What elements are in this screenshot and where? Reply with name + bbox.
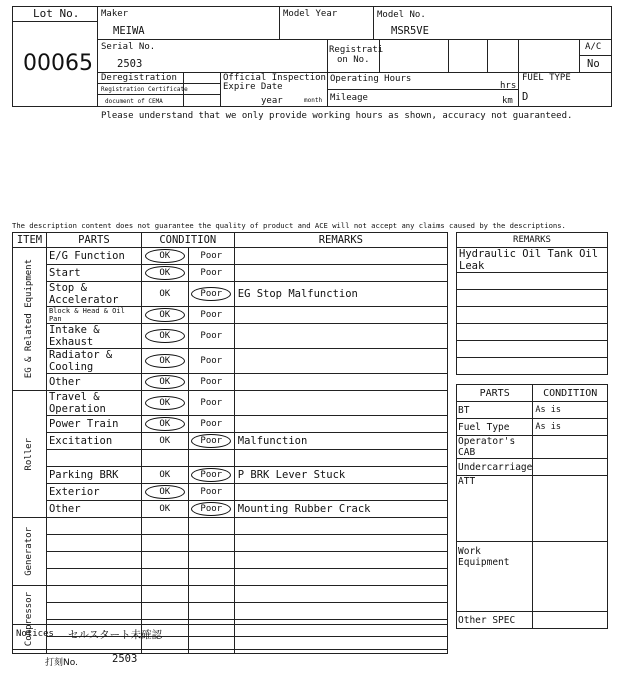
part-name [46,603,141,620]
table-row [13,586,448,603]
remarks-cell [457,307,608,324]
notices-box [12,624,448,650]
remarks-row [457,358,608,375]
condition-ok-cell[interactable] [141,248,188,265]
ac-label: A/C [585,42,602,52]
ok-option-selected: OK [145,249,185,263]
condition-ok-cell[interactable] [141,501,188,518]
registration-certificate-label: Registration Certificate [101,86,188,93]
condition-ok-cell[interactable] [141,374,188,391]
poor-option: Poor [200,377,223,387]
remark-cell [234,349,447,374]
parts-condition [533,612,608,629]
part-name: Other [46,501,141,518]
remarks-row [457,273,608,290]
remark-cell [234,603,447,620]
ok-option-selected: OK [145,375,185,389]
poor-option: Poor [200,398,223,408]
poor-option: Poor [200,251,223,261]
poor-option: Poor [200,331,223,341]
table-row [13,374,448,391]
col-item-header: ITEM [13,233,47,248]
part-name [46,518,141,535]
model-year-label: Model Year [283,9,338,19]
parts-row [457,612,608,629]
table-row [13,450,448,467]
lot-no-label: Lot No. [33,7,80,20]
condition-poor-cell[interactable] [188,586,234,603]
deregistration-label: Deregistration [101,73,177,83]
table-row [13,416,448,433]
remarks-header: REMARKS [457,233,608,248]
poor-option-selected: Poor [191,434,231,448]
table-row [13,265,448,282]
ok-option-selected: OK [145,308,185,322]
remark-cell [234,265,447,282]
table-row [13,569,448,586]
part-name: Excitation [46,433,141,450]
part-name: Stop & Accelerator [46,282,141,307]
inspection-label-1: Official Inspection [223,73,326,83]
col-parts-header: PARTS [46,233,141,248]
table-row [13,552,448,569]
parts-condition [533,459,608,476]
parts-row [457,476,608,542]
remark-cell [234,518,447,535]
poor-option-selected: Poor [191,287,231,301]
condition-poor-cell[interactable] [188,603,234,620]
table-row [13,433,448,450]
condition-poor-cell[interactable] [188,433,234,450]
parts-name: Undercarriage [457,459,533,476]
table-row [13,324,448,349]
parts-row [457,542,608,612]
serial-no-label: Serial No. [101,42,156,52]
ok-option-selected: OK [145,329,185,343]
remark-cell: P BRK Lever Stuck [234,467,447,484]
condition-poor-cell[interactable] [188,416,234,433]
item-group-label: Generator [24,527,35,576]
part-name [46,535,141,552]
condition-poor-cell[interactable] [188,569,234,586]
condition-poor-cell[interactable] [188,374,234,391]
condition-ok-cell[interactable] [141,307,188,324]
remarks-row [457,307,608,324]
parts-name: Other SPEC [457,612,533,629]
registration-label-2: on No. [337,55,370,65]
remarks-row [457,341,608,358]
parts-condition [533,436,608,459]
condition-poor-cell[interactable] [188,450,234,467]
parts-condition: As is [533,419,608,436]
remark-cell: EG Stop Malfunction [234,282,447,307]
remark-cell [234,416,447,433]
notices-label: Notices [16,629,54,639]
poor-option: Poor [200,310,223,320]
condition-ok-cell[interactable] [141,467,188,484]
parts-name: Operator's CAB [457,436,533,459]
table-row [13,349,448,374]
remark-cell [234,552,447,569]
ok-option-selected: OK [145,266,185,280]
serial-no-value: 2503 [117,58,143,70]
condition-ok-cell[interactable] [141,450,188,467]
part-name: Start [46,265,141,282]
notices-text: セルスタート未確認 [68,629,163,641]
ac-value: No [587,58,600,70]
model-no-label: Model No. [377,10,426,20]
condition-table [12,232,448,654]
condition-ok-cell[interactable] [141,324,188,349]
hrs-label: hrs [500,81,517,91]
parts-condition [533,542,608,612]
table-row [13,307,448,324]
remark-cell [234,324,447,349]
remarks-row [457,324,608,341]
part-name [46,569,141,586]
part-name [46,586,141,603]
year-label: year [261,96,283,106]
poor-option: Poor [200,419,223,429]
remark-cell [234,374,447,391]
remarks-cell: Hydraulic Oil Tank Oil Leak [457,248,608,273]
parts-name: Fuel Type [457,419,533,436]
parts-condition [533,476,608,542]
poor-option: Poor [200,356,223,366]
condition-ok-cell[interactable] [141,416,188,433]
condition-ok-cell[interactable] [141,603,188,620]
remarks-table [456,232,608,375]
fuel-type-value: D [522,91,529,103]
ok-option-selected: OK [145,354,185,368]
month-label: month [304,97,323,104]
remark-cell [234,391,447,416]
ok-option-selected: OK [145,396,185,410]
item-group-cell [13,248,47,391]
condition-poor-cell[interactable] [188,324,234,349]
remark-cell [234,586,447,603]
table-row [13,518,448,535]
remarks-row [457,290,608,307]
part-name: Parking BRK [46,467,141,484]
ok-option-selected: OK [145,485,185,499]
part-name: Power Train [46,416,141,433]
disclaimer: The description content does not guarantee the quality of product and ACE will not accept any claims caused by the descriptions. [12,221,566,230]
ok-option: OK [159,504,171,514]
col-remarks-header: REMARKS [234,233,447,248]
part-name: Intake & Exhaust [46,324,141,349]
remark-cell [234,535,447,552]
condition-poor-cell[interactable] [188,349,234,374]
condition-poor-cell[interactable] [188,518,234,535]
part-name [46,450,141,467]
document-cema-label: document of CEMA [105,98,163,105]
mileage-label: Mileage [330,93,368,103]
parts-name: BT [457,402,533,419]
parts-condition: As is [533,402,608,419]
item-group-label: Compressor [24,592,35,647]
poor-option: Poor [200,268,223,278]
table-row [13,282,448,307]
table-row [13,603,448,620]
item-group-label: EG & Related Equipment [24,259,35,379]
poor-option-selected: Poor [191,502,231,516]
parts-col-header: PARTS [457,385,533,402]
part-name [46,552,141,569]
parts-row [457,419,608,436]
parts-row [457,459,608,476]
condition-poor-cell[interactable] [188,467,234,484]
registration-label-1: Registrati [329,45,384,55]
condition-ok-cell[interactable] [141,484,188,501]
table-row [13,391,448,416]
condition-table-header [13,233,448,248]
stamp-label: 打刻No. [45,658,78,668]
condition-col-header: CONDITION [533,385,608,402]
hours-notice: Please understand that we only provide working hours as shown, accuracy not guaranteed. [101,111,573,121]
ok-option: OK [159,436,171,446]
condition-poor-cell[interactable] [188,248,234,265]
condition-ok-cell[interactable] [141,569,188,586]
remarks-cell [457,324,608,341]
parts-header-row [457,385,608,402]
part-name: Exterior [46,484,141,501]
condition-ok-cell[interactable] [141,552,188,569]
parts-name: ATT [457,476,533,542]
remark-cell [234,307,447,324]
condition-poor-cell[interactable] [188,265,234,282]
remark-cell: Malfunction [234,433,447,450]
condition-poor-cell[interactable] [188,391,234,416]
remarks-header-row [457,233,608,248]
km-label: km [502,96,513,106]
ok-option: OK [159,289,171,299]
remark-cell [234,569,447,586]
remarks-cell [457,290,608,307]
remarks-cell [457,273,608,290]
parts-row [457,436,608,459]
part-name: E/G Function [46,248,141,265]
condition-ok-cell[interactable] [141,433,188,450]
part-name: Travel & Operation [46,391,141,416]
lot-no-value: 00065 [23,51,93,76]
poor-option-selected: Poor [191,468,231,482]
condition-ok-cell[interactable] [141,535,188,552]
maker-label: Maker [101,9,129,19]
part-name: Radiator & Cooling [46,349,141,374]
part-name: Other [46,374,141,391]
table-row [13,467,448,484]
remark-cell: Mounting Rubber Crack [234,501,447,518]
table-row [13,535,448,552]
vehicle-header-form [12,6,612,107]
condition-poor-cell[interactable] [188,307,234,324]
table-row [13,248,448,265]
stamp-value: 2503 [112,653,138,665]
item-group-label: Roller [24,437,35,471]
ok-option-selected: OK [145,417,185,431]
remarks-cell [457,358,608,375]
maker-value: MEIWA [113,25,145,37]
col-condition-header: CONDITION [141,233,234,248]
model-no-value: MSR5VE [391,25,429,37]
ok-option: OK [159,470,171,480]
item-group-cell [13,518,47,586]
table-row [13,484,448,501]
remarks-cell [457,341,608,358]
condition-ok-cell[interactable] [141,349,188,374]
condition-poor-cell[interactable] [188,552,234,569]
condition-ok-cell[interactable] [141,391,188,416]
inspection-label-2: Expire Date [223,82,283,92]
remarks-row [457,248,608,273]
condition-ok-cell[interactable] [141,586,188,603]
condition-poor-cell[interactable] [188,484,234,501]
poor-option: Poor [200,487,223,497]
remark-cell [234,248,447,265]
item-group-cell [13,391,47,518]
condition-ok-cell[interactable] [141,518,188,535]
remark-cell [234,450,447,467]
condition-poor-cell[interactable] [188,501,234,518]
operating-hours-label: Operating Hours [330,74,412,84]
condition-poor-cell[interactable] [188,282,234,307]
parts-condition-table [456,384,608,629]
part-name: Block & Head & Oil Pan [46,307,141,324]
parts-name: Work Equipment [457,542,533,612]
fuel-type-label: FUEL TYPE [522,73,571,83]
condition-ok-cell[interactable] [141,282,188,307]
condition-poor-cell[interactable] [188,535,234,552]
condition-ok-cell[interactable] [141,265,188,282]
remark-cell [234,484,447,501]
table-row [13,501,448,518]
parts-row [457,402,608,419]
